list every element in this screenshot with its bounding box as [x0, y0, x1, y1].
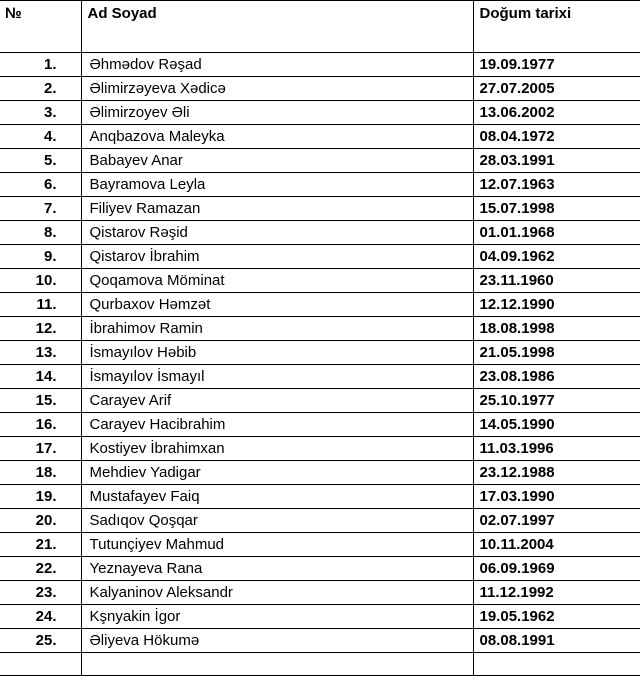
- table-row: [0, 557, 640, 581]
- row-full-name: Qistarov İbrahim: [81, 245, 473, 269]
- empty-cell: [0, 653, 81, 676]
- header-number: №: [0, 1, 81, 53]
- table-row: [0, 221, 640, 245]
- row-number: 9.: [0, 245, 81, 269]
- table-row: [0, 269, 640, 293]
- row-number: 10.: [0, 269, 81, 293]
- row-number: 5.: [0, 149, 81, 173]
- row-full-name: Qistarov Rəşid: [81, 221, 473, 245]
- table-row: [0, 533, 640, 557]
- row-birth-date: 08.04.1972: [473, 125, 640, 149]
- row-birth-date: 12.07.1963: [473, 173, 640, 197]
- row-number: 22.: [0, 557, 81, 581]
- row-number: 24.: [0, 605, 81, 629]
- row-full-name: Mehdiev Yadigar: [81, 461, 473, 485]
- row-birth-date: 11.03.1996: [473, 437, 640, 461]
- row-birth-date: 14.05.1990: [473, 413, 640, 437]
- table-row: [0, 101, 640, 125]
- row-full-name: Əliyeva Hökumə: [81, 629, 473, 653]
- row-full-name: Qurbaxov Həmzət: [81, 293, 473, 317]
- row-birth-date: 10.11.2004: [473, 533, 640, 557]
- row-birth-date: 15.07.1998: [473, 197, 640, 221]
- row-full-name: Bayramova Leyla: [81, 173, 473, 197]
- table-row: [0, 245, 640, 269]
- row-number: 23.: [0, 581, 81, 605]
- header-row: [0, 1, 640, 53]
- table-row: [0, 77, 640, 101]
- row-number: 11.: [0, 293, 81, 317]
- row-birth-date: 19.05.1962: [473, 605, 640, 629]
- row-number: 2.: [0, 77, 81, 101]
- table-row: [0, 125, 640, 149]
- row-full-name: Əlimirzoyev Əli: [81, 101, 473, 125]
- table-row: [0, 149, 640, 173]
- row-birth-date: 27.07.2005: [473, 77, 640, 101]
- row-full-name: Kostiyev İbrahimxan: [81, 437, 473, 461]
- row-full-name: İbrahimov Ramin: [81, 317, 473, 341]
- row-number: 6.: [0, 173, 81, 197]
- row-birth-date: 08.08.1991: [473, 629, 640, 653]
- row-number: 7.: [0, 197, 81, 221]
- table-row: [0, 629, 640, 653]
- empty-cell: [81, 653, 473, 676]
- row-birth-date: 02.07.1997: [473, 509, 640, 533]
- row-full-name: Yeznayeva Rana: [81, 557, 473, 581]
- row-full-name: Tutunçiyev Mahmud: [81, 533, 473, 557]
- table-row: [0, 365, 640, 389]
- empty-row: [0, 653, 640, 676]
- row-full-name: Kşnyakin İgor: [81, 605, 473, 629]
- row-number: 17.: [0, 437, 81, 461]
- row-full-name: İsmayılov İsmayıl: [81, 365, 473, 389]
- table-row: [0, 53, 640, 77]
- row-full-name: Əlimirzəyeva Xədicə: [81, 77, 473, 101]
- row-full-name: Mustafayev Faiq: [81, 485, 473, 509]
- table-row: [0, 197, 640, 221]
- table-row: [0, 581, 640, 605]
- row-number: 8.: [0, 221, 81, 245]
- row-full-name: Qoqamova Möminat: [81, 269, 473, 293]
- row-number: 1.: [0, 53, 81, 77]
- row-full-name: Kalyaninov Aleksandr: [81, 581, 473, 605]
- table-row: [0, 509, 640, 533]
- table-row: [0, 293, 640, 317]
- row-number: 18.: [0, 461, 81, 485]
- row-birth-date: 23.08.1986: [473, 365, 640, 389]
- row-full-name: Sadıqov Qoşqar: [81, 509, 473, 533]
- row-birth-date: 25.10.1977: [473, 389, 640, 413]
- table-row: [0, 485, 640, 509]
- table-row: [0, 173, 640, 197]
- row-birth-date: 23.11.1960: [473, 269, 640, 293]
- row-birth-date: 21.05.1998: [473, 341, 640, 365]
- table-row: [0, 437, 640, 461]
- row-number: 12.: [0, 317, 81, 341]
- row-number: 20.: [0, 509, 81, 533]
- row-full-name: Filiyev Ramazan: [81, 197, 473, 221]
- row-full-name: Carayev Hacibrahim: [81, 413, 473, 437]
- row-birth-date: 04.09.1962: [473, 245, 640, 269]
- row-full-name: Əhmədov Rəşad: [81, 53, 473, 77]
- row-birth-date: 01.01.1968: [473, 221, 640, 245]
- row-full-name: Babayev Anar: [81, 149, 473, 173]
- row-number: 13.: [0, 341, 81, 365]
- row-number: 19.: [0, 485, 81, 509]
- empty-cell: [473, 653, 640, 676]
- row-birth-date: 18.08.1998: [473, 317, 640, 341]
- row-birth-date: 11.12.1992: [473, 581, 640, 605]
- row-full-name: İsmayılov Həbib: [81, 341, 473, 365]
- row-birth-date: 17.03.1990: [473, 485, 640, 509]
- row-number: 4.: [0, 125, 81, 149]
- table-row: [0, 413, 640, 437]
- row-number: 3.: [0, 101, 81, 125]
- row-birth-date: 13.06.2002: [473, 101, 640, 125]
- row-full-name: Carayev Arif: [81, 389, 473, 413]
- table-row: [0, 605, 640, 629]
- row-birth-date: 12.12.1990: [473, 293, 640, 317]
- table-row: [0, 341, 640, 365]
- row-number: 21.: [0, 533, 81, 557]
- row-birth-date: 19.09.1977: [473, 53, 640, 77]
- row-number: 16.: [0, 413, 81, 437]
- table-row: [0, 389, 640, 413]
- row-birth-date: 28.03.1991: [473, 149, 640, 173]
- table-row: [0, 317, 640, 341]
- header-full-name: Ad Soyad: [81, 1, 473, 53]
- row-number: 14.: [0, 365, 81, 389]
- row-birth-date: 06.09.1969: [473, 557, 640, 581]
- header-birth-date: Doğum tarixi: [473, 1, 640, 53]
- table-row: [0, 461, 640, 485]
- row-number: 25.: [0, 629, 81, 653]
- row-full-name: Anqbazova Maleyka: [81, 125, 473, 149]
- row-birth-date: 23.12.1988: [473, 461, 640, 485]
- row-number: 15.: [0, 389, 81, 413]
